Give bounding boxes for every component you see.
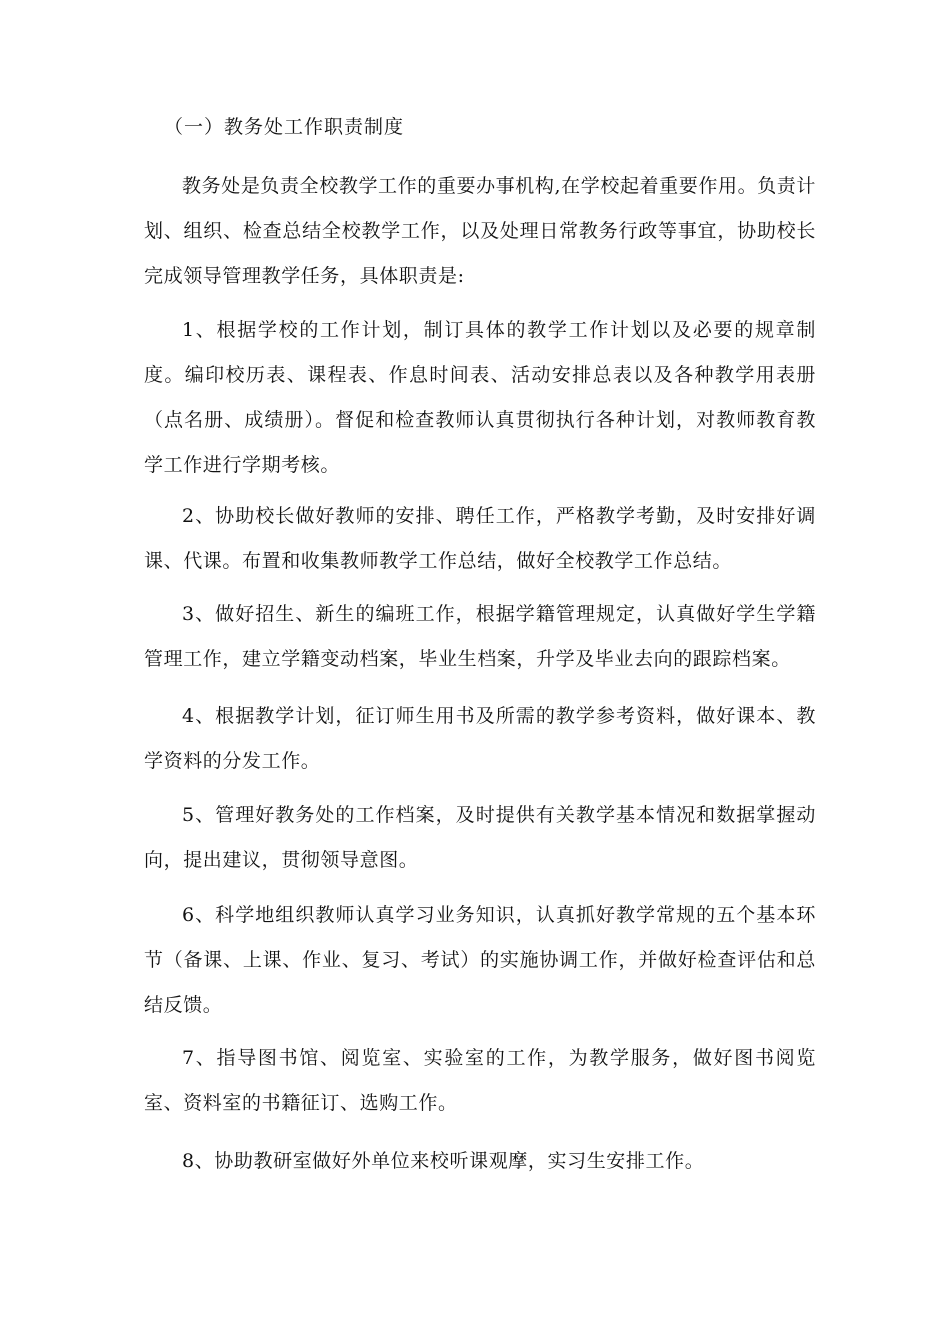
duty-item-4: 4、根据教学计划，征订师生用书及所需的教学参考资料，做好课本、教学资料的分发工作。	[144, 705, 816, 772]
duty-item-1: 1、根据学校的工作计划，制订具体的教学工作计划以及必要的规章制度。编印校历表、课程表、作息时间表、活动安排总表以及各种教学用表册（点名册、成绩册）。督促和检查教师认真贯彻执行各种计划，对教师教育教学工作进行学期考核。	[144, 319, 816, 476]
intro-paragraph: 教务处是负责全校教学工作的重要办事机构,在学校起着重要作用。负责计划、组织、检查总结全校教学工作，以及处理日常教务行政等事宜，协助校长完成领导管理教学任务，具体职责是:	[144, 175, 816, 287]
duty-item-7: 7、指导图书馆、阅览室、实验室的工作，为教学服务，做好图书阅览室、资料室的书籍征订、选购工作。	[144, 1047, 816, 1114]
duty-item-5: 5、管理好教务处的工作档案，及时提供有关教学基本情况和数据掌握动向，提出建议，贯彻领导意图。	[144, 804, 816, 871]
duty-item-2: 2、协助校长做好教师的安排、聘任工作，严格教学考勤，及时安排好调课、代课。布置和收集教师教学工作总结，做好全校教学工作总结。	[144, 505, 816, 572]
section-heading: （一）教务处工作职责制度	[164, 116, 405, 138]
duty-item-3: 3、做好招生、新生的编班工作，根据学籍管理规定，认真做好学生学籍管理工作，建立学籍变动档案，毕业生档案，升学及毕业去向的跟踪档案。	[144, 603, 816, 670]
duty-item-6: 6、科学地组织教师认真学习业务知识，认真抓好教学常规的五个基本环节（备课、上课、作业、复习、考试）的实施协调工作，并做好检查评估和总结反馈。	[144, 904, 816, 1016]
duty-item-8: 8、协助教研室做好外单位来校听课观摩，实习生安排工作。	[182, 1150, 705, 1172]
